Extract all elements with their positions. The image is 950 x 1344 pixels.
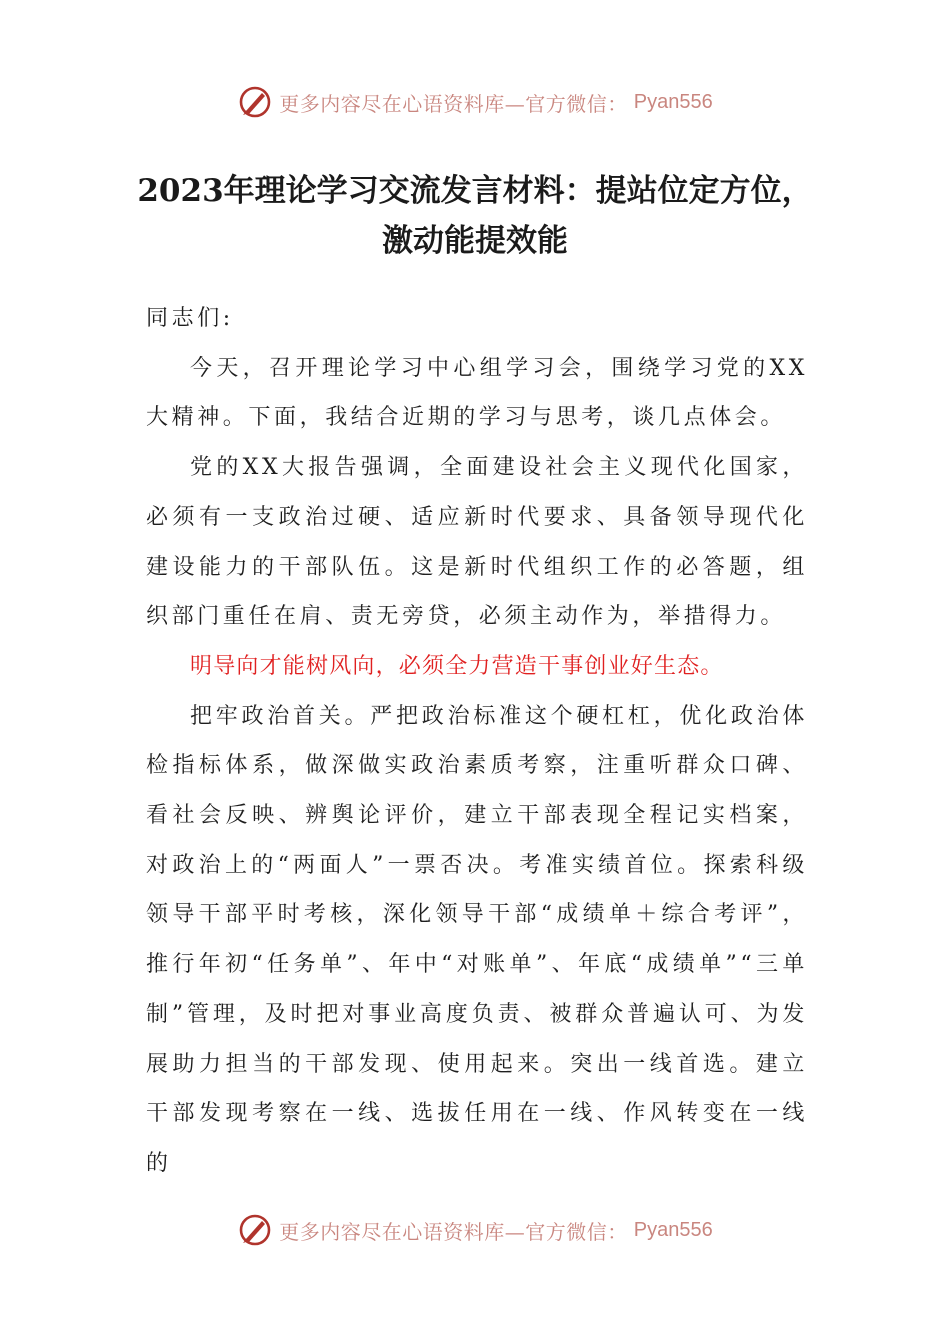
footer-watermark: [0, 1208, 950, 1252]
paragraph: 今天，召开理论学习中心组学习会，围绕学习党的XX大精神。下面，我结合近期的学习与思考，谈几点体会。: [146, 355, 808, 431]
pen-emblem-icon: [237, 84, 273, 120]
watermark-text: 更多内容尽在心语资料库—官方微信：: [279, 1219, 628, 1244]
watermark-wechat-id: Pyan556: [633, 1218, 713, 1241]
paragraph: 党的XX大报告强调，全面建设社会主义现代化国家，必须有一支政治过硬、适应新时代要求、具备领导现代化建设能力的干部队伍。这是新时代组织工作的必答题，组织部门重任在肩、责无旁贷，必须主动作为，举措得力。: [146, 455, 808, 630]
pen-emblem-icon: [237, 1212, 273, 1248]
greeting: 同志们:: [146, 306, 234, 331]
highlight-heading: 明导向才能树风向，必须全力营造干事创业好生态。: [190, 653, 724, 679]
header-watermark: [0, 80, 950, 124]
document-title: 2023年理论学习交流发言材料：提站位定方位，激动能提效能: [137, 173, 813, 259]
watermark-text: 更多内容尽在心语资料库—官方微信：: [279, 91, 628, 116]
paragraph: 把牢政治首关。严把政治标准这个硬杠杠，优化政治体检指标体系，做深做实政治素质考察，注重听群众口碑、看社会反映、辨舆论评价，建立干部表现全程记实档案，对政治上的“两面人”一票否决。考准实绩首位。探索科级领导干部平时考核，深化领导干部“成绩单＋综合考评”，推行年初“任务单”、年中“对账单”、年底“成绩单”“三单制”管理，及时把对事业高度负责、被群众普遍认可、为发展助力担当的干部发现、使用起来。突出一线首选。建立干部发现考察在一线、选拔任用在一线、作风转变在一线的: [146, 703, 808, 1176]
document-body: [146, 294, 808, 1189]
watermark-wechat-id: Pyan556: [633, 90, 713, 113]
